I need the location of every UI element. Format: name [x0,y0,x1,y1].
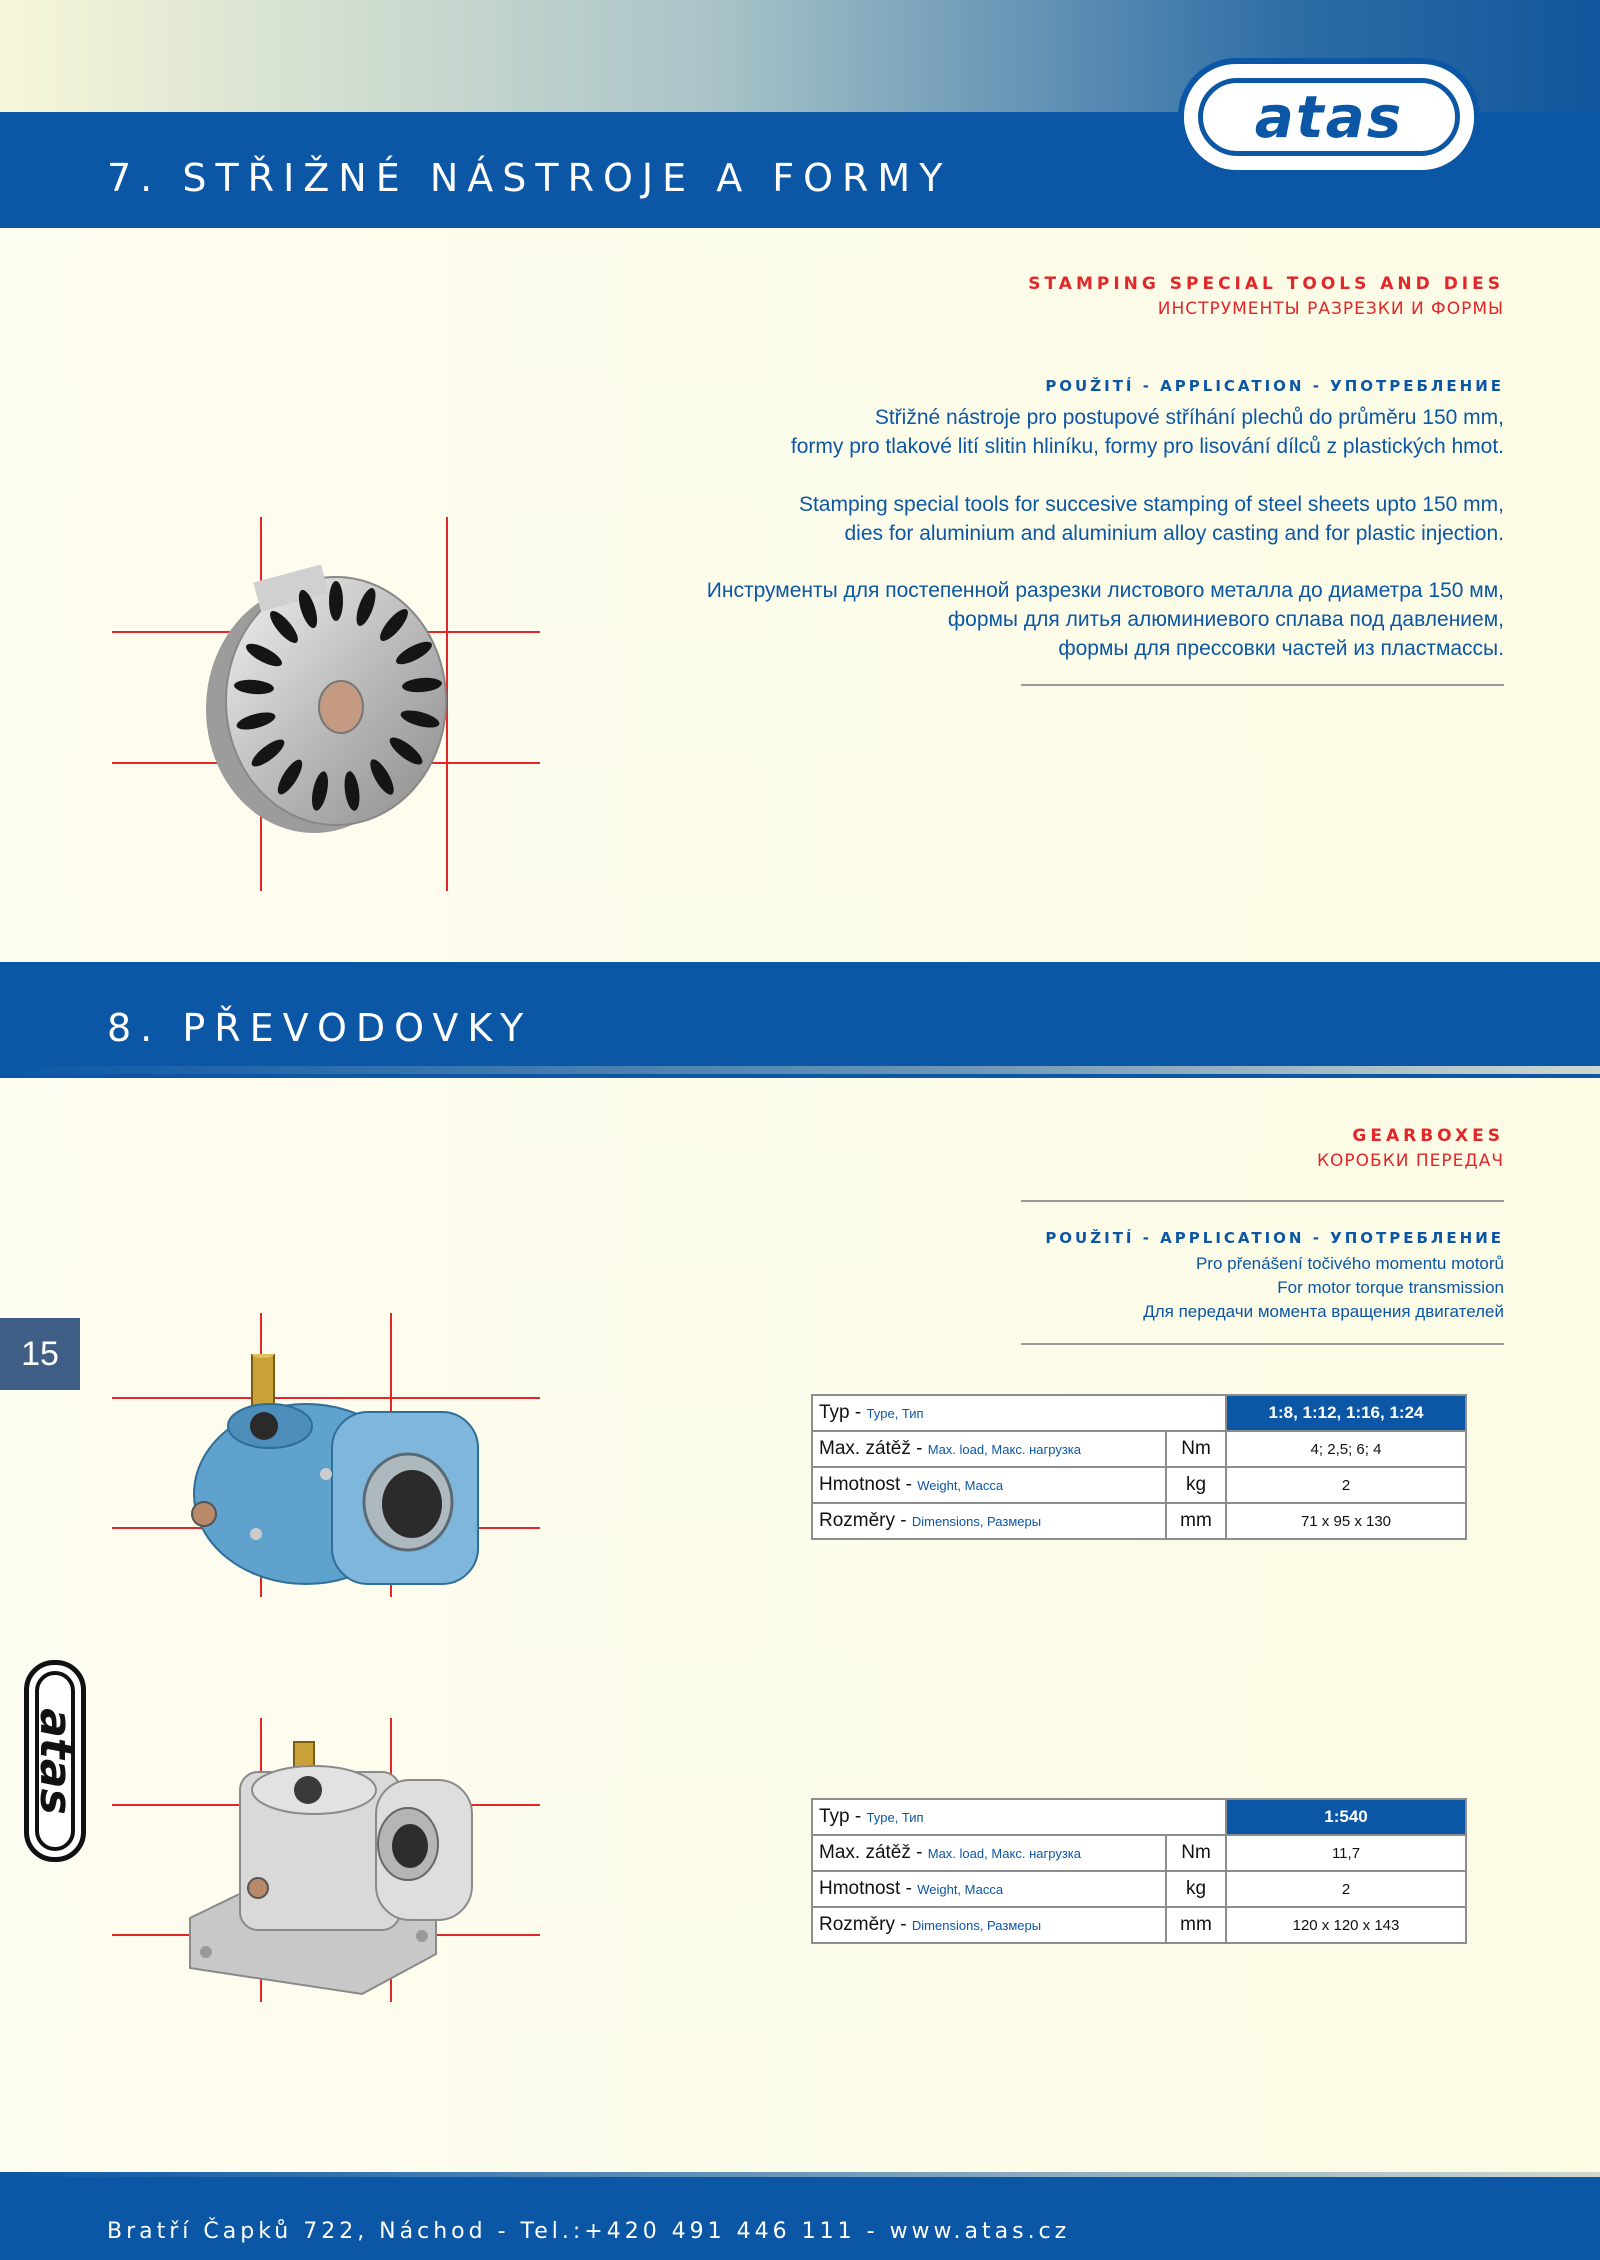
section7-description-cz: Střižné nástroje pro postupové stříhání plechů do průměru 150 mm, formy pro tlakové lití slitin hliníku, formy pro lisování dílců z plastických hmot. [790,406,1504,458]
table-row: Typ - Type, Тип 1:8, 1:12, 1:16, 1:24 [812,1395,1466,1431]
section7-subtitle [1028,274,1504,319]
atas-side-logo [24,1660,86,1862]
section8-header-stripe [0,1066,1600,1074]
gearbox-blue-image [186,1354,486,1586]
section8-subtitle-en: GEARBOXES [1352,1126,1504,1146]
section8-usage-label: POUŽITÍ - APPLICATION - УПОТРЕБЛЕНИЕ [1045,1229,1504,1247]
footer-line [0,2172,1600,2177]
section7-description-ru: Инструменты для постепенной разрезки листового металла до диаметра 150 мм, формы для литья алюминиевого сплава под давлением, формы для прессовки частей из пластмассы. [706,579,1504,660]
gearbox-silver-image [186,1736,486,1998]
section8-subtitle-ru: КОРОБКИ ПЕРЕДАЧ [1316,1151,1504,1171]
section7-divider [1021,684,1504,686]
type-value: 1:540 [1226,1799,1466,1835]
section7-subtitle-en: STAMPING SPECIAL TOOLS AND DIES [1028,274,1504,294]
spec-table-gearbox-2 [811,1798,1467,1944]
section8-description: Pro přenášení točivého momentu motorů For motor torque transmission Для передачи момента вращения двигателей [1143,1254,1504,1321]
section8-divider-bottom [1021,1343,1504,1345]
spec-table-gearbox-1 [811,1394,1467,1540]
stamping-tool-image [196,565,452,837]
atas-logo [1178,58,1480,176]
section8-divider-top [1021,1200,1504,1202]
logo-text: atas [1254,83,1404,151]
section7-title: 7. STŘIŽNÉ NÁSTROJE A FORMY [107,156,952,200]
footer-address: Bratří Čapků 722, Náchod - Tel.:+420 491 446 111 - www.atas.cz [107,2219,1071,2244]
section7-description-en: Stamping special tools for succesive stamping of steel sheets upto 150 mm, dies for aluminium and aluminium alloy casting and for plastic injection. [798,493,1504,545]
table-row: Max. zátěž - Max. load, Макс. нагрузка Nm 4; 2,5; 6; 4 [812,1431,1466,1467]
table-row: Max. zátěž - Max. load, Макс. нагрузка Nm 11,7 [812,1835,1466,1871]
side-logo-text: atas [29,1707,81,1815]
table-row: Typ - Type, Тип 1:540 [812,1799,1466,1835]
type-value: 1:8, 1:12, 1:16, 1:24 [1226,1395,1466,1431]
section7-usage-label: POUŽITÍ - APPLICATION - УПОТРЕБЛЕНИЕ [1045,377,1504,395]
table-row: Hmotnost - Weight, Масса kg 2 [812,1871,1466,1907]
section8-subtitle [1317,1126,1504,1171]
section7-subtitle-ru: ИНСТРУМЕНТЫ РАЗРЕЗКИ И ФОРМЫ [1157,299,1504,319]
page-number: 15 [0,1318,80,1390]
table-row: Rozměry - Dimensions, Размеры mm 71 x 95 x 130 [812,1503,1466,1539]
section8-header-band [0,962,1600,1078]
table-row: Rozměry - Dimensions, Размеры mm 120 x 120 x 143 [812,1907,1466,1943]
table-row: Hmotnost - Weight, Масса kg 2 [812,1467,1466,1503]
section8-title: 8. PŘEVODOVKY [107,1006,533,1050]
